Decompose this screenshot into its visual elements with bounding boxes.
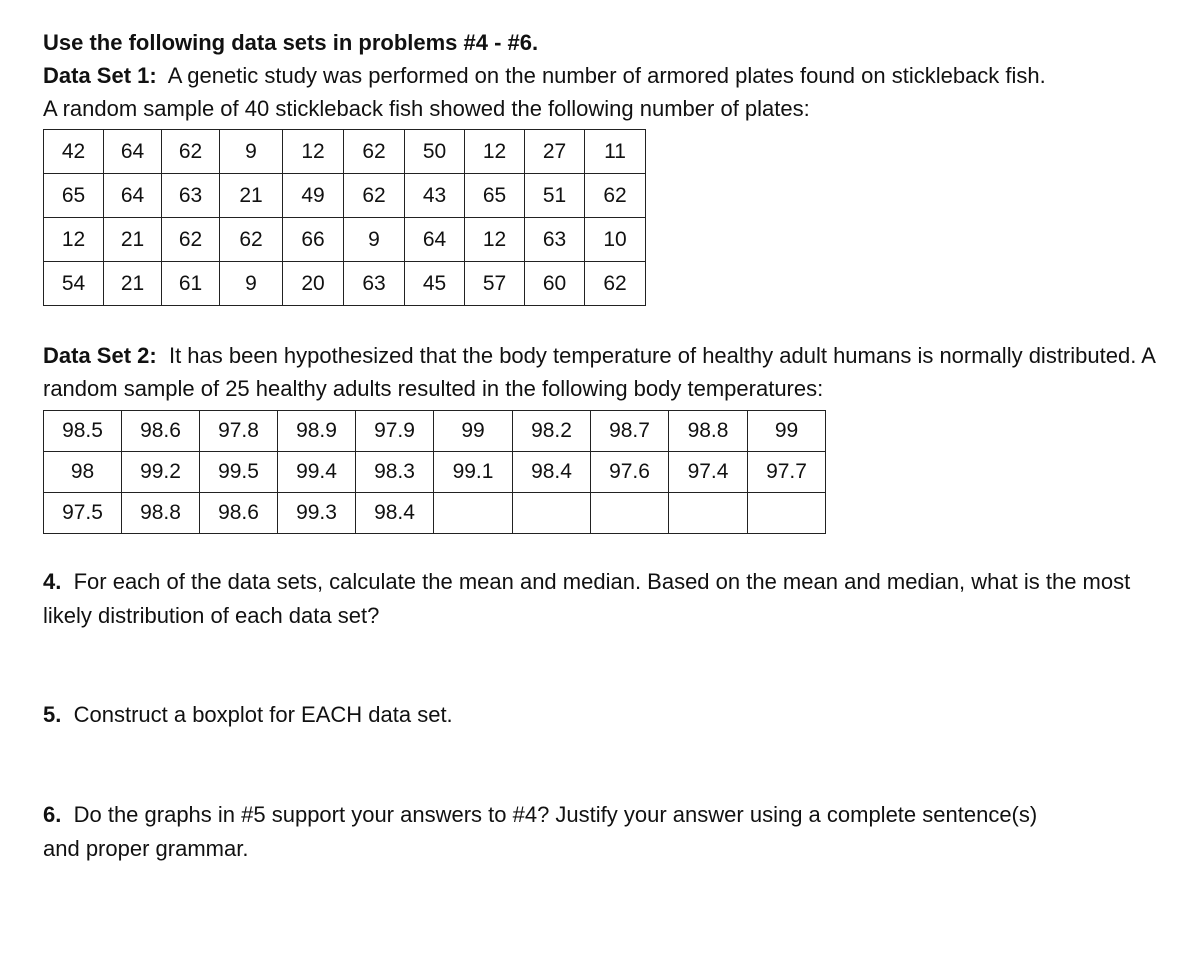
set1-table-cell: 62 bbox=[220, 218, 283, 262]
question-6 bbox=[43, 798, 1053, 866]
intro-heading: Use the following data sets in problems #4 - #6. bbox=[43, 30, 539, 55]
set2-table-cell bbox=[669, 493, 748, 534]
set1-table-cell: 12 bbox=[283, 130, 344, 174]
set1-table-cell: 43 bbox=[405, 174, 465, 218]
question-6-number: 6. bbox=[43, 802, 62, 827]
set1-table-cell: 62 bbox=[162, 130, 220, 174]
set1-table-cell: 50 bbox=[405, 130, 465, 174]
set2-table-cell bbox=[513, 493, 591, 534]
set1-table-cell: 11 bbox=[585, 130, 646, 174]
set2-table-cell: 99.5 bbox=[200, 452, 278, 493]
set2-description: It has been hypothesized that the body temperature of healthy adult humans is normally distributed. A random sample of 25 healthy adults resulted in the following body temperatures: bbox=[43, 343, 1155, 401]
set2-table-cell: 98.4 bbox=[513, 452, 591, 493]
set2-table bbox=[43, 410, 826, 534]
set2-table-cell: 98 bbox=[44, 452, 122, 493]
set1-table-cell: 12 bbox=[465, 218, 525, 262]
set1-table-cell: 62 bbox=[585, 262, 646, 306]
set1-table-cell: 42 bbox=[44, 130, 104, 174]
question-6-text: Do the graphs in #5 support your answers to #4? Justify your answer using a complete sentence(s) and proper grammar. bbox=[43, 802, 1038, 861]
question-4-number: 4. bbox=[43, 569, 62, 594]
set1-table-cell: 10 bbox=[585, 218, 646, 262]
question-5 bbox=[43, 698, 1183, 732]
set1-table-cell: 21 bbox=[220, 174, 283, 218]
question-5-number: 5. bbox=[43, 702, 62, 727]
set1-table-row bbox=[44, 130, 646, 174]
set2-table-cell: 99.1 bbox=[434, 452, 513, 493]
set2-table-cell: 98.3 bbox=[356, 452, 434, 493]
worksheet bbox=[43, 26, 1183, 866]
set2-table-cell bbox=[748, 493, 826, 534]
set1-table-cell: 9 bbox=[344, 218, 405, 262]
set2-table-cell: 98.9 bbox=[278, 411, 356, 452]
set1-table-cell: 9 bbox=[220, 262, 283, 306]
set1-description-block bbox=[43, 59, 1153, 92]
set1-table-cell: 62 bbox=[344, 130, 405, 174]
set1-table-cell: 54 bbox=[44, 262, 104, 306]
set1-table-cell: 12 bbox=[44, 218, 104, 262]
question-4 bbox=[43, 565, 1173, 633]
set1-table-cell: 61 bbox=[162, 262, 220, 306]
set1-table-cell: 65 bbox=[44, 174, 104, 218]
set1-table-row bbox=[44, 262, 646, 306]
set1-table-cell: 64 bbox=[405, 218, 465, 262]
set1-table-row bbox=[44, 218, 646, 262]
set2-table-cell: 98.8 bbox=[669, 411, 748, 452]
set1-table-cell: 66 bbox=[283, 218, 344, 262]
set1-table-cell: 27 bbox=[525, 130, 585, 174]
set1-table-cell: 62 bbox=[162, 218, 220, 262]
set2-label: Data Set 2: bbox=[43, 343, 157, 368]
set1-table-cell: 62 bbox=[585, 174, 646, 218]
set1-table-cell: 57 bbox=[465, 262, 525, 306]
set1-table-cell: 21 bbox=[104, 218, 162, 262]
question-5-text: Construct a boxplot for EACH data set. bbox=[73, 702, 453, 727]
set2-table-row bbox=[44, 452, 826, 493]
set1-table bbox=[43, 129, 646, 306]
set1-table-cell: 64 bbox=[104, 130, 162, 174]
set2-table-cell: 99.4 bbox=[278, 452, 356, 493]
set1-table-cell: 21 bbox=[104, 262, 162, 306]
set1-table-row bbox=[44, 174, 646, 218]
set1-sample-text: A random sample of 40 stickleback fish showed the following number of plates: bbox=[43, 96, 810, 121]
set1-table-cell: 63 bbox=[344, 262, 405, 306]
set1-description: A genetic study was performed on the number of armored plates found on stickleback fish. bbox=[167, 63, 1046, 88]
set2-table-cell: 99.2 bbox=[122, 452, 200, 493]
set2-table-cell bbox=[591, 493, 669, 534]
set2-table-cell bbox=[434, 493, 513, 534]
set2-table-cell: 98.8 bbox=[122, 493, 200, 534]
set1-table-cell: 65 bbox=[465, 174, 525, 218]
set1-table-cell: 62 bbox=[344, 174, 405, 218]
set2-table-cell: 99 bbox=[748, 411, 826, 452]
set2-table-cell: 97.7 bbox=[748, 452, 826, 493]
set2-description-block bbox=[43, 339, 1173, 405]
set1-table-cell: 60 bbox=[525, 262, 585, 306]
set2-table-cell: 97.8 bbox=[200, 411, 278, 452]
set1-table-cell: 64 bbox=[104, 174, 162, 218]
set1-label: Data Set 1: bbox=[43, 63, 157, 88]
set2-table-cell: 98.5 bbox=[44, 411, 122, 452]
set2-table-cell: 97.4 bbox=[669, 452, 748, 493]
set1-table-cell: 63 bbox=[525, 218, 585, 262]
set2-table-cell: 98.6 bbox=[200, 493, 278, 534]
set2-table-cell: 97.6 bbox=[591, 452, 669, 493]
set1-table-cell: 63 bbox=[162, 174, 220, 218]
set1-table-cell: 45 bbox=[405, 262, 465, 306]
set2-table-cell: 99.3 bbox=[278, 493, 356, 534]
set2-table-cell: 98.6 bbox=[122, 411, 200, 452]
set2-table-cell: 98.7 bbox=[591, 411, 669, 452]
set1-table-cell: 51 bbox=[525, 174, 585, 218]
set2-table-cell: 97.9 bbox=[356, 411, 434, 452]
set2-table-cell: 99 bbox=[434, 411, 513, 452]
set1-table-cell: 12 bbox=[465, 130, 525, 174]
set2-table-row bbox=[44, 493, 826, 534]
question-4-text: For each of the data sets, calculate the mean and median. Based on the mean and median, what is the most likely distribution of each data set? bbox=[43, 569, 1131, 628]
set2-table-cell: 98.4 bbox=[356, 493, 434, 534]
set1-table-cell: 9 bbox=[220, 130, 283, 174]
set2-table-cell: 97.5 bbox=[44, 493, 122, 534]
set2-table-row bbox=[44, 411, 826, 452]
set1-table-cell: 20 bbox=[283, 262, 344, 306]
set1-table-cell: 49 bbox=[283, 174, 344, 218]
set2-table-cell: 98.2 bbox=[513, 411, 591, 452]
